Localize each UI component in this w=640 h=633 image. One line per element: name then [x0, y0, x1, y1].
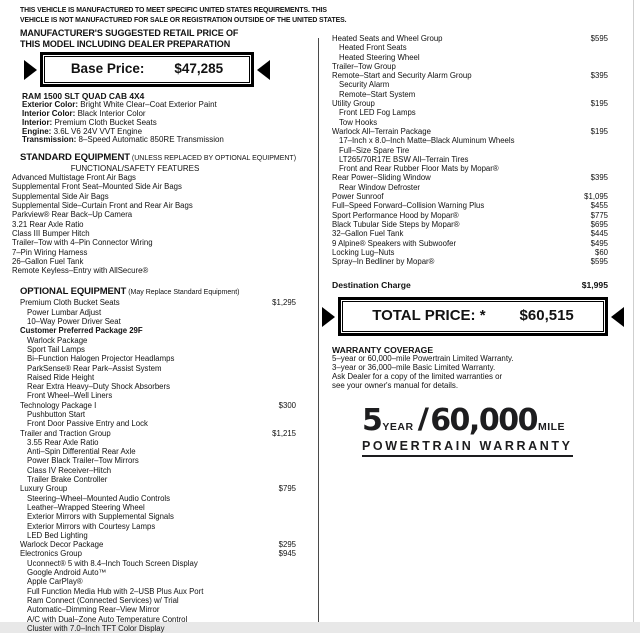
equipment-price: $295 — [278, 540, 296, 550]
equipment-row — [10, 429, 296, 438]
equipment-price: $945 — [278, 549, 296, 559]
equipment-label: Customer Preferred Package 29F — [20, 326, 143, 336]
equipment-row — [332, 220, 608, 229]
equipment-price: $60 — [594, 247, 608, 257]
equipment-row — [10, 494, 296, 503]
warranty-lines — [332, 355, 608, 390]
equipment-row — [10, 577, 296, 586]
equipment-row — [10, 559, 296, 568]
equipment-row — [10, 401, 296, 410]
standard-equipment-title: STANDARD EQUIPMENT — [20, 152, 130, 164]
equipment-row — [332, 43, 608, 52]
equipment-row — [10, 587, 296, 596]
equipment-price: $395 — [590, 173, 608, 183]
equipment-label: Spray–In Bedliner by Mopar® — [332, 257, 435, 267]
equipment-label: Full Function Media Hub with 2–USB Plus Aux Port — [27, 586, 204, 596]
equipment-row — [332, 90, 608, 99]
equipment-row — [10, 317, 296, 326]
equipment-label: 17–Inch x 8.0–Inch Matte–Black Aluminum Wheels — [339, 136, 515, 146]
spec-label: Interior Color: — [22, 108, 78, 118]
equipment-price: $195 — [590, 99, 608, 109]
optional-equipment-title: OPTIONAL EQUIPMENT — [20, 286, 127, 298]
standard-equipment-item: 7–Pin Wiring Harness — [12, 247, 88, 257]
equipment-row — [332, 108, 608, 117]
equipment-row — [332, 173, 608, 182]
equipment-label: Heated Steering Wheel — [339, 52, 420, 62]
equipment-label: Electronics Group — [20, 549, 82, 559]
scan-edge-line — [633, 0, 634, 622]
equipment-label: Apple CarPlay® — [27, 577, 83, 587]
equipment-row — [332, 248, 608, 257]
equipment-row — [10, 345, 296, 354]
equipment-label: LT265/70R17E BSW All–Terrain Tires — [339, 154, 469, 164]
equipment-row — [332, 211, 608, 220]
equipment-label: Rear Window Defroster — [339, 182, 421, 192]
spec-value: Black Interior Color — [77, 108, 146, 118]
equipment-label: Bi–Function Halogen Projector Headlamps — [27, 354, 175, 364]
equipment-label: Sport Performance Hood by Mopar® — [332, 210, 459, 220]
equipment-label: 9 Alpine® Speakers with Subwoofer — [332, 238, 457, 248]
equipment-row — [10, 466, 296, 475]
spec-value: 8–Speed Automatic 850RE Transmission — [78, 135, 224, 145]
equipment-row — [332, 34, 608, 43]
equipment-label: Power Black Trailer–Tow Mirrors — [27, 456, 139, 466]
equipment-price: $455 — [590, 201, 608, 211]
equipment-row — [10, 326, 296, 335]
equipment-row — [10, 605, 296, 614]
column-divider — [318, 38, 319, 622]
msrp-heading — [10, 28, 296, 49]
vehicle-specs — [10, 101, 296, 145]
powertrain-warranty-logo — [362, 401, 573, 457]
equipment-row — [10, 410, 296, 419]
equipment-row — [10, 391, 296, 400]
warranty-title: WARRANTY COVERAGE — [332, 345, 434, 356]
equipment-label: Exterior Mirrors with Supplemental Signals — [27, 512, 174, 522]
equipment-price: $495 — [590, 238, 608, 248]
left-pointer-arrow-icon — [24, 60, 37, 80]
equipment-row — [10, 382, 296, 391]
equipment-row — [10, 456, 296, 465]
equipment-row — [332, 80, 608, 89]
equipment-label: Utility Group — [332, 99, 375, 109]
spec-value: Premium Cloth Bucket Seats — [54, 117, 157, 127]
equipment-label: Luxury Group — [20, 484, 68, 494]
equipment-label: Full–Size Spare Tire — [339, 145, 410, 155]
equipment-label: Front Wheel–Well Liners — [27, 391, 113, 401]
equipment-label: Rear Power–Sliding Window — [332, 173, 431, 183]
spec-value: 3.6L V6 24V VVT Engine — [53, 126, 143, 136]
slash-divider-icon: / — [416, 401, 430, 437]
standard-equipment-item: Supplemental Front Seat–Mounted Side Air Bags — [12, 182, 182, 192]
standard-equipment-item: Advanced Multistage Front Air Bags — [12, 173, 136, 183]
equipment-row — [10, 596, 296, 605]
equipment-row — [10, 522, 296, 531]
equipment-row — [332, 192, 608, 201]
equipment-label: LED Bed Lighting — [27, 530, 88, 540]
equipment-row — [10, 354, 296, 363]
equipment-label: Locking Lug–Nuts — [332, 247, 395, 257]
equipment-label: Google Android Auto™ — [27, 568, 107, 578]
equipment-label: Premium Cloth Bucket Seats — [20, 298, 120, 308]
warranty-logo-figures — [362, 401, 573, 438]
vehicle-model: RAM 1500 SLT QUAD CAB 4X4 — [22, 91, 145, 102]
equipment-row — [332, 146, 608, 155]
equipment-row — [10, 540, 296, 549]
standard-equipment-item: 3.21 Rear Axle Ratio — [12, 219, 84, 229]
equipment-row — [10, 373, 296, 382]
equipment-price: $595 — [590, 34, 608, 43]
equipment-row — [332, 229, 608, 238]
equipment-row — [332, 99, 608, 108]
equipment-price: $300 — [278, 400, 296, 410]
optional-equipment-note: (May Replace Standard Equipment) — [128, 289, 240, 297]
equipment-label: Warlock Package — [27, 335, 88, 345]
equipment-row — [10, 568, 296, 577]
us-requirements-notice — [20, 6, 346, 25]
warranty-line: 3–year or 36,000–mile Basic Limited Warranty. — [332, 363, 496, 373]
warranty-logo-caption: POWERTRAIN WARRANTY — [362, 439, 573, 457]
equipment-price: $695 — [590, 219, 608, 229]
equipment-label: Raised Ride Height — [27, 372, 95, 382]
equipment-label: Cluster with 7.0–Inch TFT Color Display — [27, 623, 165, 633]
equipment-label: Front and Rear Rubber Floor Mats by Mopar® — [339, 164, 499, 174]
spec-value: Bright White Clear–Coat Exterior Paint — [80, 100, 217, 110]
equipment-label: Ram Connect (Connected Services) w/ Trial — [27, 595, 179, 605]
warranty-miles-value: 60,000 — [430, 402, 537, 438]
warranty-coverage — [332, 345, 608, 390]
total-price-banner — [322, 297, 624, 336]
equipment-label: Anti–Spin Differential Rear Axle — [27, 447, 136, 457]
equipment-label: Power Sunroof — [332, 192, 384, 202]
standard-equipment-item: Supplemental Side–Curtain Front and Rear Air Bags — [12, 201, 193, 211]
optional-equipment-list-right — [332, 34, 608, 266]
base-price-banner — [24, 52, 270, 87]
destination-charge-row — [332, 280, 608, 290]
total-price-box — [338, 297, 608, 336]
equipment-row — [10, 298, 296, 307]
equipment-label: Trailer Brake Controller — [27, 475, 108, 485]
warranty-miles-unit: MILE — [537, 420, 566, 433]
equipment-label: Warlock Decor Package — [20, 540, 104, 550]
equipment-row — [10, 447, 296, 456]
right-pointer-arrow-icon — [257, 60, 270, 80]
equipment-label: Steering–Wheel–Mounted Audio Controls — [27, 493, 171, 503]
equipment-row — [10, 336, 296, 345]
equipment-label: Warlock All–Terrain Package — [332, 126, 431, 136]
equipment-label: 32–Gallon Fuel Tank — [332, 229, 404, 239]
equipment-label: ParkSense® Rear Park–Assist System — [27, 363, 162, 373]
equipment-label: Remote–Start and Security Alarm Group — [332, 71, 472, 81]
equipment-row — [10, 512, 296, 521]
spec-label: Interior: — [22, 117, 55, 127]
left-pointer-arrow-icon — [322, 307, 335, 327]
equipment-label: Front LED Fog Lamps — [339, 108, 416, 118]
equipment-price: $775 — [590, 210, 608, 220]
equipment-row — [10, 308, 296, 317]
equipment-label: Technology Package I — [20, 400, 97, 410]
base-price-label: Base Price: — [70, 61, 145, 77]
equipment-label: Front Door Passive Entry and Lock — [27, 419, 148, 429]
standard-equipment-item: Class III Bumper Hitch — [12, 228, 90, 238]
equipment-row — [10, 484, 296, 493]
vehicle-spec-row — [10, 136, 296, 145]
base-price-value: $47,285 — [174, 61, 224, 77]
optional-equipment-list-left — [10, 298, 296, 633]
warranty-line: see your owner's manual for details. — [332, 380, 459, 390]
equipment-price: $795 — [278, 484, 296, 494]
notice-line-2: VEHICLE IS NOT MANUFACTURED FOR SALE OR REGISTRATION OUTSIDE OF THE UNITED STATES. — [20, 16, 347, 24]
equipment-row — [332, 155, 608, 164]
base-price-box — [40, 52, 254, 87]
equipment-label: 3.55 Rear Axle Ratio — [27, 437, 99, 447]
equipment-row — [10, 624, 296, 633]
equipment-label: Power Lumbar Adjust — [27, 307, 102, 317]
equipment-row — [332, 127, 608, 136]
equipment-row — [10, 475, 296, 484]
equipment-price: $595 — [590, 257, 608, 267]
equipment-label: Class IV Receiver–Hitch — [27, 465, 112, 475]
equipment-label: Trailer–Tow Group — [332, 61, 396, 71]
equipment-label: Heated Seats and Wheel Group — [332, 34, 443, 43]
equipment-row — [332, 53, 608, 62]
equipment-row — [332, 118, 608, 127]
equipment-price: $1,215 — [272, 428, 296, 438]
destination-charge-label: Destination Charge — [332, 280, 411, 291]
equipment-label: Security Alarm — [339, 80, 390, 90]
equipment-label: Automatic–Dimming Rear–View Mirror — [27, 605, 160, 615]
msrp-heading-line-2: THIS MODEL INCLUDING DEALER PREPARATION — [20, 38, 231, 49]
notice-line-1: THIS VEHICLE IS MANUFACTURED TO MEET SPECIFIC UNITED STATES REQUIREMENTS. THIS — [20, 7, 327, 14]
warranty-line: 5–year or 60,000–mile Powertrain Limited Warranty. — [332, 354, 514, 364]
msrp-heading-line-1: MANUFACTURER'S SUGGESTED RETAIL PRICE OF — [20, 28, 239, 38]
equipment-label: A/C with Dual–Zone Auto Temperature Control — [27, 614, 188, 624]
destination-charge-price: $1,995 — [581, 280, 608, 291]
equipment-label: Trailer and Traction Group — [20, 428, 111, 438]
equipment-label: Full–Speed Forward–Collision Warning Plus — [332, 201, 485, 211]
total-price-label: TOTAL PRICE: * — [372, 307, 486, 325]
equipment-price: $395 — [590, 71, 608, 81]
equipment-row — [332, 164, 608, 173]
equipment-label: Exterior Mirrors with Courtesy Lamps — [27, 521, 156, 531]
equipment-price: $445 — [590, 229, 608, 239]
total-price-value: $60,515 — [519, 307, 574, 325]
standard-equipment-note: (UNLESS REPLACED BY OPTIONAL EQUIPMENT) — [131, 155, 297, 163]
standard-equipment-item: Trailer–Tow with 4–Pin Connector Wiring — [12, 238, 153, 248]
equipment-label: Remote–Start System — [339, 89, 416, 99]
spec-label: Transmission: — [22, 135, 79, 145]
standard-equipment-item: Remote Keyless–Entry with AllSecure® — [12, 266, 149, 276]
right-pointer-arrow-icon — [611, 307, 624, 327]
standard-equipment-heading — [10, 153, 296, 164]
warranty-line: Ask Dealer for a copy of the limited warranties or — [332, 372, 503, 382]
equipment-label: Uconnect® 5 with 8.4–Inch Touch Screen Display — [27, 558, 198, 568]
equipment-row — [10, 549, 296, 558]
spec-label: Exterior Color: — [22, 100, 81, 110]
standard-equipment-item: Supplemental Side Air Bags — [12, 191, 109, 201]
equipment-row — [332, 62, 608, 71]
equipment-row — [332, 136, 608, 145]
equipment-row — [332, 257, 608, 266]
equipment-label: Pushbutton Start — [27, 410, 86, 419]
warranty-years-value: 5 — [362, 402, 382, 438]
equipment-label: Leather–Wrapped Steering Wheel — [27, 502, 145, 512]
equipment-label: Rear Extra Heavy–Duty Shock Absorbers — [27, 382, 171, 392]
equipment-label: Heated Front Seats — [339, 43, 407, 53]
right-column — [332, 28, 608, 457]
equipment-row — [10, 438, 296, 447]
equipment-row — [10, 419, 296, 428]
equipment-row — [10, 364, 296, 373]
equipment-row — [10, 503, 296, 512]
equipment-row — [332, 71, 608, 80]
equipment-label: Tow Hooks — [339, 117, 378, 127]
equipment-row — [332, 201, 608, 210]
equipment-label: 10–Way Power Driver Seat — [27, 317, 121, 327]
equipment-label: Black Tubular Side Steps by Mopar® — [332, 219, 460, 229]
equipment-row — [10, 531, 296, 540]
equipment-row — [332, 239, 608, 248]
equipment-price: $195 — [590, 126, 608, 136]
spec-label: Engine: — [22, 126, 54, 136]
standard-equipment-list — [10, 173, 296, 275]
standard-equipment-item: 26–Gallon Fuel Tank — [12, 256, 84, 266]
standard-equipment-item: Parkview® Rear Back–Up Camera — [12, 210, 133, 220]
equipment-label: Sport Tail Lamps — [27, 344, 85, 354]
equipment-row — [10, 615, 296, 624]
left-column — [10, 28, 296, 633]
equipment-row — [332, 183, 608, 192]
equipment-price: $1,095 — [584, 192, 608, 202]
warranty-years-unit: YEAR — [382, 420, 414, 433]
optional-equipment-heading — [10, 287, 296, 298]
functional-safety-subtitle: FUNCTIONAL/SAFETY FEATURES — [70, 164, 200, 174]
equipment-price: $1,295 — [272, 298, 296, 308]
